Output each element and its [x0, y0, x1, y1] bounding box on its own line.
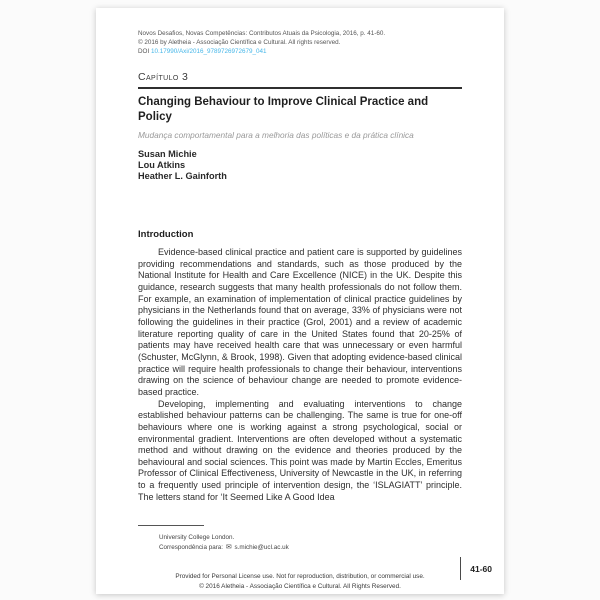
footer-license-line: Provided for Personal License use. Not for reproduction, distribution, or commercial use.	[175, 573, 425, 580]
footnote-block	[138, 525, 462, 553]
body-text	[138, 247, 462, 503]
doi-label: DOI	[138, 48, 150, 55]
email-link[interactable]: s.michie@ucl.ac.uk	[234, 544, 289, 551]
envelope-icon: ✉	[225, 544, 232, 551]
author-name: Heather L. Gainforth	[138, 171, 227, 181]
page-range: 41-60	[470, 563, 492, 574]
subtitle-portuguese: Mudança comportamental para a melhoria das políticas e da prática clínica	[138, 130, 414, 140]
section-heading-introduction: Introduction	[138, 229, 194, 240]
chapter-label: Capítulo 3	[138, 71, 462, 89]
citation-line: Novos Desafios, Novas Competências: Contributos Atuais da Psicologia, 2016, p. 41-60.	[138, 30, 386, 37]
author-name: Lou Atkins	[138, 160, 186, 170]
correspondence-label: Correspondência para:	[159, 544, 224, 551]
affiliation-line: University College London.	[159, 534, 235, 541]
paragraph: Evidence-based clinical practice and patient care is supported by guidelines providing recommendations and standards, such as those produced by the National Institute for Health and Care Excellence (NICE) in the UK. Despite this guidance, research suggests that many health professionals do not follow them. For example, an examination of implementation of clinical practice guidelines by physicians in the Netherlands found that on average, 33% of physicians were not following the guidelines in their practice (Grol, 2001) and a review of academic literature reporting quality of care in the United States found that 20-25% of patients may have received health care that was unnecessary or even harmful (Schuster, McGlynn, & Brook, 1998). Given that adopting evidence-based clinical practice will require health professionals to change their behaviour, interventions drawing on the science of behaviour change are needed to promote evidence-based practice.	[138, 247, 462, 397]
document-page	[96, 8, 504, 594]
paragraph: Developing, implementing and evaluating interventions to change established behaviour patterns can be challenging. The same is true for one-off behaviours where one is working against a strong psychological, social or environmental gradient. Interventions are often developed without a systematic method and without drawing on the evidence and theories produced by the behavioural and social sciences. This point was made by Martin Eccles, Emeritus Professor of Clinical Effectiveness, University of Newcastle in the UK, in referring to a frequently used principle of intervention design, the ‘ISLAGIATT’ principle. The letters stand for ‘It Seemed Like A Good Idea	[138, 398, 462, 502]
page-title: Changing Behaviour to Improve Clinical Practice and Policy	[138, 96, 429, 123]
header-citation-block	[138, 29, 474, 56]
doi-link[interactable]: 10.17990/Axi/2016_9789726972679_041	[150, 48, 267, 55]
footer-block	[96, 572, 504, 591]
footnote-separator	[138, 525, 204, 526]
footer-copyright-line: © 2016 Aletheia - Associação Científica e Cultural. All Rights Reserved.	[199, 582, 401, 590]
doi-line	[138, 47, 474, 56]
authors-block	[138, 149, 227, 182]
copyright-line: © 2016 by Aletheia - Associação Científica e Cultural. All rights reserved.	[138, 39, 341, 46]
author-name: Susan Michie	[138, 149, 197, 159]
correspondence-line	[159, 543, 462, 553]
